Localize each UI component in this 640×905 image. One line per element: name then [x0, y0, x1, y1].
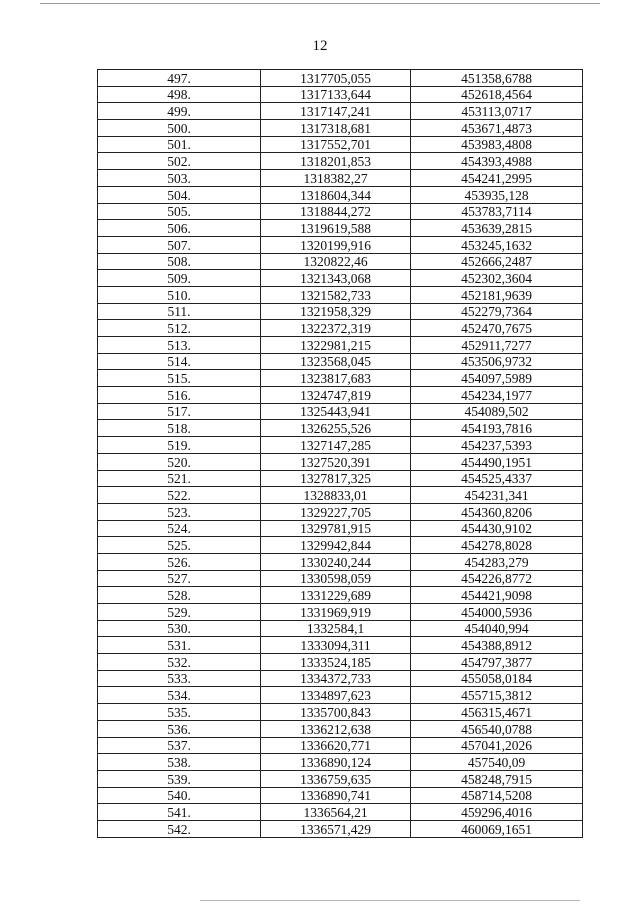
y-coordinate-cell: 458714,5208	[411, 787, 583, 804]
y-coordinate-cell: 457540,09	[411, 754, 583, 771]
x-coordinate-cell: 1329781,915	[261, 520, 411, 537]
y-coordinate-cell: 453639,2815	[411, 220, 583, 237]
point-number-cell: 513.	[98, 337, 261, 354]
y-coordinate-cell: 454226,8772	[411, 570, 583, 587]
coordinates-table	[97, 69, 583, 838]
point-number-cell: 523.	[98, 503, 261, 520]
point-number-cell: 533.	[98, 670, 261, 687]
point-number-cell: 531.	[98, 637, 261, 654]
point-number-cell: 501.	[98, 136, 261, 153]
x-coordinate-cell: 1335700,843	[261, 704, 411, 721]
table-row	[98, 503, 583, 520]
x-coordinate-cell: 1322981,215	[261, 337, 411, 354]
table-row	[98, 687, 583, 704]
table-row	[98, 136, 583, 153]
y-coordinate-cell: 454388,8912	[411, 637, 583, 654]
table-row	[98, 153, 583, 170]
x-coordinate-cell: 1327147,285	[261, 437, 411, 454]
point-number-cell: 529.	[98, 604, 261, 621]
y-coordinate-cell: 451358,6788	[411, 70, 583, 87]
table-row	[98, 120, 583, 137]
y-coordinate-cell: 454089,502	[411, 403, 583, 420]
table-row	[98, 103, 583, 120]
point-number-cell: 526.	[98, 553, 261, 570]
table-row	[98, 286, 583, 303]
y-coordinate-cell: 458248,7915	[411, 770, 583, 787]
point-number-cell: 528.	[98, 587, 261, 604]
y-coordinate-cell: 454040,994	[411, 620, 583, 637]
y-coordinate-cell: 452911,7277	[411, 337, 583, 354]
table-row	[98, 220, 583, 237]
point-number-cell: 511.	[98, 303, 261, 320]
y-coordinate-cell: 454237,5393	[411, 437, 583, 454]
table-row	[98, 236, 583, 253]
y-coordinate-cell: 454360,8206	[411, 503, 583, 520]
y-coordinate-cell: 454231,341	[411, 487, 583, 504]
x-coordinate-cell: 1317705,055	[261, 70, 411, 87]
x-coordinate-cell: 1334897,623	[261, 687, 411, 704]
table-row	[98, 537, 583, 554]
point-number-cell: 538.	[98, 754, 261, 771]
point-number-cell: 503.	[98, 170, 261, 187]
point-number-cell: 508.	[98, 253, 261, 270]
x-coordinate-cell: 1323568,045	[261, 353, 411, 370]
y-coordinate-cell: 454097,5989	[411, 370, 583, 387]
table-row	[98, 353, 583, 370]
point-number-cell: 539.	[98, 770, 261, 787]
y-coordinate-cell: 453671,4873	[411, 120, 583, 137]
y-coordinate-cell: 452666,2487	[411, 253, 583, 270]
point-number-cell: 506.	[98, 220, 261, 237]
x-coordinate-cell: 1331229,689	[261, 587, 411, 604]
y-coordinate-cell: 453113,0717	[411, 103, 583, 120]
point-number-cell: 507.	[98, 236, 261, 253]
table-row	[98, 720, 583, 737]
x-coordinate-cell: 1336564,21	[261, 804, 411, 821]
x-coordinate-cell: 1322372,319	[261, 320, 411, 337]
y-coordinate-cell: 454234,1977	[411, 387, 583, 404]
point-number-cell: 509.	[98, 270, 261, 287]
table-row	[98, 453, 583, 470]
x-coordinate-cell: 1317318,681	[261, 120, 411, 137]
y-coordinate-cell: 454000,5936	[411, 604, 583, 621]
point-number-cell: 521.	[98, 470, 261, 487]
bottom-rule	[200, 900, 580, 901]
point-number-cell: 519.	[98, 437, 261, 454]
table-row	[98, 387, 583, 404]
point-number-cell: 532.	[98, 654, 261, 671]
point-number-cell: 527.	[98, 570, 261, 587]
y-coordinate-cell: 454241,2995	[411, 170, 583, 187]
table-row	[98, 787, 583, 804]
y-coordinate-cell: 452181,9639	[411, 286, 583, 303]
table-row	[98, 170, 583, 187]
y-coordinate-cell: 454278,8028	[411, 537, 583, 554]
top-rule	[40, 3, 600, 4]
y-coordinate-cell: 454421,9098	[411, 587, 583, 604]
x-coordinate-cell: 1321582,733	[261, 286, 411, 303]
table-row	[98, 337, 583, 354]
y-coordinate-cell: 454490,1951	[411, 453, 583, 470]
y-coordinate-cell: 457041,2026	[411, 737, 583, 754]
table-row	[98, 553, 583, 570]
x-coordinate-cell: 1321343,068	[261, 270, 411, 287]
table-row	[98, 804, 583, 821]
x-coordinate-cell: 1320822,46	[261, 253, 411, 270]
x-coordinate-cell: 1320199,916	[261, 236, 411, 253]
x-coordinate-cell: 1321958,329	[261, 303, 411, 320]
y-coordinate-cell: 454193,7816	[411, 420, 583, 437]
table-row	[98, 637, 583, 654]
x-coordinate-cell: 1327520,391	[261, 453, 411, 470]
y-coordinate-cell: 454525,4337	[411, 470, 583, 487]
y-coordinate-cell: 456315,4671	[411, 704, 583, 721]
point-number-cell: 516.	[98, 387, 261, 404]
x-coordinate-cell: 1317552,701	[261, 136, 411, 153]
table-row	[98, 253, 583, 270]
x-coordinate-cell: 1318382,27	[261, 170, 411, 187]
point-number-cell: 537.	[98, 737, 261, 754]
x-coordinate-cell: 1336759,635	[261, 770, 411, 787]
table-row	[98, 270, 583, 287]
y-coordinate-cell: 452279,7364	[411, 303, 583, 320]
point-number-cell: 520.	[98, 453, 261, 470]
table-body	[98, 70, 583, 838]
y-coordinate-cell: 454797,3877	[411, 654, 583, 671]
x-coordinate-cell: 1336620,771	[261, 737, 411, 754]
point-number-cell: 524.	[98, 520, 261, 537]
y-coordinate-cell: 453245,1632	[411, 236, 583, 253]
x-coordinate-cell: 1336212,638	[261, 720, 411, 737]
point-number-cell: 530.	[98, 620, 261, 637]
table-row	[98, 654, 583, 671]
point-number-cell: 541.	[98, 804, 261, 821]
y-coordinate-cell: 455058,0184	[411, 670, 583, 687]
table-row	[98, 203, 583, 220]
table-row	[98, 370, 583, 387]
y-coordinate-cell: 456540,0788	[411, 720, 583, 737]
x-coordinate-cell: 1336890,124	[261, 754, 411, 771]
x-coordinate-cell: 1324747,819	[261, 387, 411, 404]
table-row	[98, 437, 583, 454]
x-coordinate-cell: 1317133,644	[261, 86, 411, 103]
table-row	[98, 86, 583, 103]
table-row	[98, 670, 583, 687]
x-coordinate-cell: 1336571,429	[261, 820, 411, 837]
x-coordinate-cell: 1334372,733	[261, 670, 411, 687]
table-row	[98, 403, 583, 420]
table-row	[98, 570, 583, 587]
y-coordinate-cell: 453506,9732	[411, 353, 583, 370]
table-row	[98, 704, 583, 721]
table-row	[98, 770, 583, 787]
x-coordinate-cell: 1318201,853	[261, 153, 411, 170]
point-number-cell: 499.	[98, 103, 261, 120]
x-coordinate-cell: 1318604,344	[261, 186, 411, 203]
table-row	[98, 320, 583, 337]
point-number-cell: 504.	[98, 186, 261, 203]
y-coordinate-cell: 452470,7675	[411, 320, 583, 337]
x-coordinate-cell: 1329942,844	[261, 537, 411, 554]
y-coordinate-cell: 453783,7114	[411, 203, 583, 220]
table-row	[98, 604, 583, 621]
y-coordinate-cell: 454283,279	[411, 553, 583, 570]
x-coordinate-cell: 1330598,059	[261, 570, 411, 587]
table-row	[98, 737, 583, 754]
x-coordinate-cell: 1326255,526	[261, 420, 411, 437]
point-number-cell: 510.	[98, 286, 261, 303]
y-coordinate-cell: 453935,128	[411, 186, 583, 203]
table-row	[98, 587, 583, 604]
table-row	[98, 303, 583, 320]
table-row	[98, 186, 583, 203]
page-number: 12	[312, 38, 328, 54]
x-coordinate-cell: 1318844,272	[261, 203, 411, 220]
x-coordinate-cell: 1328833,01	[261, 487, 411, 504]
point-number-cell: 514.	[98, 353, 261, 370]
point-number-cell: 525.	[98, 537, 261, 554]
point-number-cell: 497.	[98, 70, 261, 87]
table-row	[98, 420, 583, 437]
point-number-cell: 534.	[98, 687, 261, 704]
x-coordinate-cell: 1331969,919	[261, 604, 411, 621]
point-number-cell: 505.	[98, 203, 261, 220]
point-number-cell: 522.	[98, 487, 261, 504]
point-number-cell: 515.	[98, 370, 261, 387]
table-row	[98, 820, 583, 837]
y-coordinate-cell: 452618,4564	[411, 86, 583, 103]
x-coordinate-cell: 1333524,185	[261, 654, 411, 671]
y-coordinate-cell: 460069,1651	[411, 820, 583, 837]
x-coordinate-cell: 1333094,311	[261, 637, 411, 654]
point-number-cell: 536.	[98, 720, 261, 737]
x-coordinate-cell: 1329227,705	[261, 503, 411, 520]
point-number-cell: 512.	[98, 320, 261, 337]
point-number-cell: 500.	[98, 120, 261, 137]
table-row	[98, 620, 583, 637]
point-number-cell: 542.	[98, 820, 261, 837]
y-coordinate-cell: 454393,4988	[411, 153, 583, 170]
x-coordinate-cell: 1327817,325	[261, 470, 411, 487]
x-coordinate-cell: 1332584,1	[261, 620, 411, 637]
point-number-cell: 540.	[98, 787, 261, 804]
table-row	[98, 70, 583, 87]
x-coordinate-cell: 1336890,741	[261, 787, 411, 804]
table-row	[98, 470, 583, 487]
y-coordinate-cell: 459296,4016	[411, 804, 583, 821]
point-number-cell: 502.	[98, 153, 261, 170]
y-coordinate-cell: 452302,3604	[411, 270, 583, 287]
point-number-cell: 498.	[98, 86, 261, 103]
point-number-cell: 517.	[98, 403, 261, 420]
table-row	[98, 520, 583, 537]
y-coordinate-cell: 454430,9102	[411, 520, 583, 537]
x-coordinate-cell: 1319619,588	[261, 220, 411, 237]
point-number-cell: 518.	[98, 420, 261, 437]
y-coordinate-cell: 453983,4808	[411, 136, 583, 153]
table-row	[98, 754, 583, 771]
y-coordinate-cell: 455715,3812	[411, 687, 583, 704]
x-coordinate-cell: 1325443,941	[261, 403, 411, 420]
point-number-cell: 535.	[98, 704, 261, 721]
table-row	[98, 487, 583, 504]
x-coordinate-cell: 1317147,241	[261, 103, 411, 120]
x-coordinate-cell: 1330240,244	[261, 553, 411, 570]
x-coordinate-cell: 1323817,683	[261, 370, 411, 387]
